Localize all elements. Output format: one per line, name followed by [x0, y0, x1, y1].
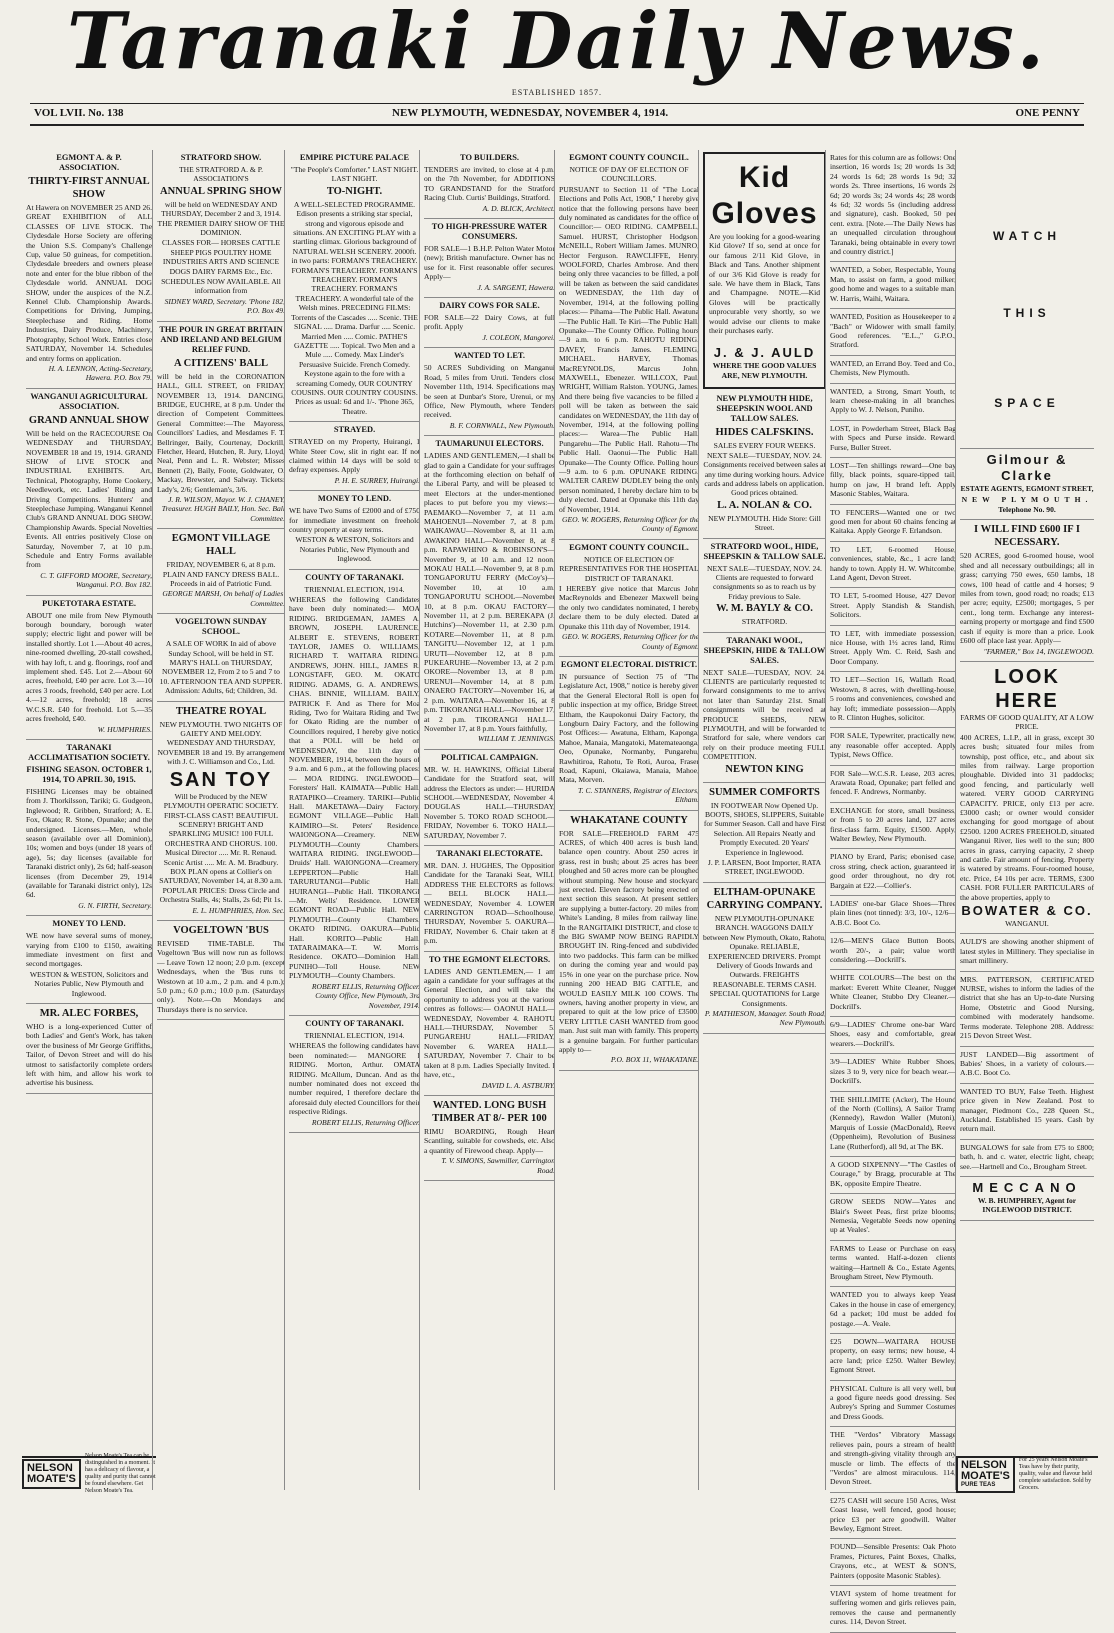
classified-item — [830, 970, 956, 1017]
classified-item — [960, 972, 1094, 1047]
gc-text: ESTATE AGENTS, EGMONT STREET, — [960, 484, 1094, 494]
classified-text: £275 CASH will secure 150 Acres, West Coast lease, well fenced, good house; price £3 per acre goodwill. Walter Bewley, Egmont Street. — [830, 1495, 956, 1533]
ad-body: RIMU BOARDING, Rough Heart Scantling, suitable for cowsheds, etc. Also a quantity of Firewood cheap. Apply— — [424, 1126, 555, 1155]
ad-signature: SIDNEY WARD, Secretary. 'Phone 182, P.O. Box 49. — [164, 296, 285, 316]
classified-item — [830, 1493, 956, 1540]
ad-signature: J. R. WILSON, Mayor. W. J. CHANEY, Treasurer. HUGH BAILY, Hon. Sec. Ball Committee. — [161, 494, 285, 523]
classified-text: TO LET, 6-roomed House, conveniences, stable, &c., 1 acre land; handy to town. Apply H. W. Whitcombe, Land Agent, Devon Street. — [830, 544, 956, 583]
classified-item — [830, 933, 956, 970]
ad-kid-gloves — [703, 152, 826, 389]
ad-title: VOGELTOWN 'BUS — [173, 924, 269, 936]
volume-number: VOL LVII. No. 138 — [34, 107, 124, 119]
ad-body: IN pursuance of Section 75 of "The Legislature Act, 1908," notice is hereby given that the General Electoral Roll is open for public inspection at my office, Bridge Street, Eltham, the Kaupokonui Dairy Factory, the Longburn Dairy Factory, and the following Post Offices:— Awatuna, Eltham, Kaponga, Mahoe, Manaia, Mangatoki, Matemateaonga, Oeo, Opunake, Normanby, Pungarehu, Rawhitiroa, Rahotu, Te Roti, Auroa, Fraser Road, Kapuni, Okaiawa, Manaia, Mahoe, Mata, Morven. — [559, 671, 699, 785]
classified-item — [830, 1157, 956, 1194]
ad-title: TARANAKI WOOL, SHEEPSKIN, HIDE & TALLOW SALES. — [703, 635, 826, 665]
classified-item — [830, 849, 956, 896]
ad-signature: P.O. BOX 11, WHAKATANE. — [610, 1055, 699, 1065]
ad-citizens-ball — [157, 322, 285, 530]
ad-body: STRAYED on my Property, Huirangi, 1 White Steer Cow, slit in right ear. If not claimed within 14 days will be sold to defray expenses. Apply — [289, 437, 420, 475]
ad-nelson-moate-teas — [956, 1456, 1098, 1490]
ad-signature: STRATFORD. — [741, 617, 788, 627]
ad-signature: P. MATHIESON, Manager. South Road, New Plymouth. — [704, 1008, 826, 1028]
classified-text: WANTED TO BUY, False Teeth. Highest price given in New Zealand. Post to manager, Piedmont Co., 228 Queen St., Auckland. Established 15 years. Cash by return mail. — [960, 1086, 1094, 1134]
ad-body: FOR SALE—FREEHOLD FARM 475 ACRES, of which 400 acres is bush land, balance open country. About 250 acres in grass, rest in bush; about 25 acres has been ploughed and 50 acres more can be ploughed without stumping. New house and stockyard just erected. Eleven factory being erected on next section this season. At present settlers are supplying a butter-factory. 20 miles from White's Landing, 8 miles from railway line. In the RANGITAIKI DISTRICT, and close to the BIG SWAMP NOW BEING RAPIDLY BROUGHT IN. Ring-fenced and subdivided into two paddocks. This farm can be milked on during the coming year and would pay 15% in one year on the purchase price. Now running 200 HEAD BIG CATTLE, and WOULD EASILY MILK 100 COWS. The owners, having another property in view, are prepared to quit at the low price of £3500. VERY LITTLE CASH WANTED from good man. Just suit man with family. This property is a genuine bargain. For further particulars apply to— — [559, 828, 699, 1054]
ad-title: EGMONT COUNTY COUNCIL. — [569, 153, 689, 162]
ad-stratford-wool — [703, 539, 826, 633]
ad-vogeltown-bus — [157, 921, 285, 1020]
ad-title: EGMONT ELECTORAL DISTRICT. — [560, 659, 698, 669]
classified-item — [830, 384, 956, 421]
price: ONE PENNY — [1015, 107, 1080, 119]
ad-title: TO HIGH-PRESSURE WATER CONSUMERS. — [431, 222, 548, 242]
ad-egmont-show — [26, 150, 152, 389]
ad-title: TARANAKI ELECTORATE. — [436, 848, 543, 858]
auld-name: J. & J. AULD — [713, 345, 816, 361]
ad-signature: DAVID L. A. ASTBURY. — [481, 1080, 555, 1090]
classified-text: WANTED, a Strong, Smart Youth, to learn cheese-making in all branches. Apply to W. J. Nelson, Puniho. — [830, 386, 956, 415]
classified-text: EXCHANGE for store, small business, or from 5 to 20 acres land, 127 acres first-class farm. Equity, £1500. Apply, Walter Bewley, New Plymouth. — [830, 805, 956, 843]
ad-body: FOR SALE—22 Dairy Cows, at full profit. Apply — [424, 313, 555, 332]
ad-body: will be held on WEDNESDAY AND THURSDAY, December 2 and 3, 1914. THE PREMIER DAIRY SHOW OF THE DOMINION. — [157, 199, 285, 238]
ad-title: NEW PLYMOUTH HIDE, SHEEPSKIN WOOL AND TALLOW SALES. — [716, 394, 813, 424]
classified-item — [830, 1334, 956, 1381]
ad-body: FRIDAY, NOVEMBER 6, at 8 p.m. PLAIN AND FANCY DRESS BALL. Proceeds in aid of Patriotic Fund. — [162, 560, 280, 588]
column-5 — [554, 150, 703, 1490]
ad-signature: P. H. E. SURREY, Huirangi. — [334, 475, 420, 485]
ad-signature: J. COLEON, Mangorei. — [482, 332, 555, 342]
ad-title: TAUMARUNUI ELECTORS. — [435, 439, 544, 449]
classified-item — [830, 766, 956, 803]
column-8 — [955, 150, 1098, 1490]
ad-body: FOR SALE—1 B.H.P. Pelton Water Motor (new); British manufacture. Owner has no use for it. First reasonable offer secures. Apply— — [424, 244, 555, 282]
ad-title: ELTHAM-OPUNAKE CARRYING COMPANY. — [706, 886, 823, 911]
ad-body-2: Will be Produced by the NEW PLYMOUTH OPERATIC SOCIETY. FIRST-CLASS CAST! BEAUTIFUL SCENERY! BRIGHT AND SPARKLING MUSIC! 100 FULL ORCHESTRA AND CHORUS. 100. Musical Director ..... Mr. R. Renaud. Scenic Artist ..... Mr. A. M. Bradbury. BOX PLAN opens at Collier's on SATURDAY, November 14, at 8.30 a.m. POPULAR PRICES: Dress Circle and Orchestra Stalls, 4s; Stalls, 2s 6d; Pit 1s. — [159, 791, 283, 905]
ad-signature: C. T. GIFFORD MOORE, Secretary, Wanganui. P.O. Box 182. — [40, 570, 152, 590]
classified-text: WHITE COLOURS—The best on the market: Everett White Cleaner, Nugget White Cleaner, Stubbo Dry Cleaner.—Dockrill's. — [830, 973, 956, 1011]
classified-text: GROW SEEDS NOW—Yates and Blair's Sweet Peas, first prize blooms; Nemesia, Vegetable Seeds now opening up at Veales'. — [830, 1197, 956, 1235]
ad-stratford-show — [157, 150, 285, 322]
classified-item — [830, 1287, 956, 1334]
ad-body: TENDERS are invited, to close at 4 p.m. on the 7th November, for ADDITIONS TO GRANDSTAND for the Stratford Racing Club. Curtis' Buildings, Stratford. — [424, 165, 555, 203]
ad-title: VOGELTOWN SUNDAY SCHOOL. — [175, 617, 267, 637]
ad-subtitle: HIDES CALFSKINS. — [715, 427, 814, 439]
ad-signature-big: NEWTON KING — [725, 763, 804, 775]
ad-signature: G. N. FIRTH, Secretary. — [78, 900, 152, 910]
newspaper-title: Taranaki Daily News. — [67, 0, 1047, 87]
ad-signature-big: W. M. BAYLY & CO. — [716, 603, 813, 615]
column-3 — [284, 150, 424, 1490]
dateline — [30, 103, 1084, 126]
ad-title: STRATFORD SHOW. — [180, 153, 262, 162]
ad-egmont-village-hall — [157, 529, 285, 614]
ad-body: 50 ACRES Subdividing on Manganui Road, 5 miles from Uruti. Tenders close November 11th, 1914. Specifications may be seen at Dunbar's Store, Urenui, or my Office, New Plymouth, where Tenders received. — [424, 363, 555, 420]
ad-title: DAIRY COWS FOR SALE. — [439, 301, 540, 311]
ad-body: NEW PLYMOUTH-OPUNAKE BRANCH. WAGGONS DAILY between New Plymouth, Okato, Rahotu, Opunake. RELIABLE, EXPERIENCED DRIVERS. Prompt Delivery of Goods Inwards and Outwards. FREIGHTS REASONABLE. TERMS CASH. SPECIAL QUOTATIONS for Large Consignments. — [703, 913, 826, 1008]
place-date: NEW PLYMOUTH, WEDNESDAY, NOVEMBER 4, 1914. — [392, 107, 669, 119]
classified-text: 6/9—LADIES' Chrome one-bar Ward Shoes, easy and comfortable, great wearers.—Dockrill's. — [830, 1020, 956, 1048]
ad-body: Are you looking for a good-wearing Kid Glove? If so, send at once for our famous 2/11 Kid Glove, in Black and Tans. Another shipment of our 3/6 Kid Glove is ready for sale. We have them in Black, Tans and Champagne. NOTE.—Kid Gloves will be practically unprocurable very shortly, so we would advise our clients to make their purchases early. — [709, 232, 820, 336]
classified-item — [830, 1241, 956, 1288]
classified-item — [830, 542, 956, 589]
ad-body: NEW PLYMOUTH. TWO NIGHTS OF GAIETY AND MELODY. WEDNESDAY AND THURSDAY, NOVEMBER 18 and 19. By arrangement with J. C. Williamson and Co., Ltd. — [157, 719, 285, 767]
ad-whakatane-county — [559, 811, 699, 1071]
classified-rates — [830, 150, 956, 262]
ad-body: REVISED TIME-TABLE. The Vogeltown 'Bus will now run as follows:— Leave Town 12 noon; 2.0 p.m. (except Wednesdays, when the 'Bus runs to Westown at 10 a.m., 2 p.m. and 4 p.m.); 5.0 p.m.; 6.0 p.m.; 10.0 p.m. (Saturdays only). Note.—On Mondays and Thursdays there is no service. — [157, 938, 285, 1014]
bowater-name: BOWATER & CO. — [961, 903, 1093, 919]
ad-classes: CLASSES FOR— HORSES CATTLE SHEEP PIGS POULTRY HOME INDUSTRIES ARTS AND SCIENCE DOGS DAIRY FARMS Etc., Etc. — [162, 238, 280, 276]
column-4 — [419, 150, 559, 1490]
watch-word: WATCH — [992, 229, 1062, 243]
classified-text: 3/9—LADIES' White Rubber Shoes, sizes 3 to 9, very nice for beach wear.—Dockrill's. — [830, 1057, 956, 1086]
classified-item — [830, 309, 956, 356]
ad-body: 400 ACRES, L.I.P., all in grass, except 30 acres bush; situated four miles from township, post office, etc., and about six miles from railway. Large proportion ploughable. Divided into 31 paddocks; good fencing, and particularly well watered. VERY GOOD CARRYING CAPACITY. PRICE, only £13 per acre. £3000 cash; or owner would consider exchanging for good mortgage of about £2500. 1200 ACRES FREEHOLD, situated Wanganui River, lies well to the sun; 800 acres in grass, carrying capacity, 2 sheep and cattle. Fair amount of fencing. Property is watered by streams. Four-roomed house, etc. Price, £4 10s per acre. TERMS, £300 CASH. FOR FULLER PARTICULARS of the above properties, apply to — [960, 732, 1094, 902]
ad-title: WANTED TO LET. — [454, 351, 525, 361]
ad-body: Will be held on the RACECOURSE On WEDNESDAY and THURSDAY, NOVEMBER 18 and 19, 1914. GRAND SHOW of LIVE STOCK and INDUSTRIAL EXHIBITS. Art, Technical, Photography, Home Cookery, Needlework, etc. Ladies' Riding and Driving Competitions. Hunters' and Steeplechase Jumping. Wanganui Kennel Club's GRAND ANNUAL DOG SHOW. Championship Awards. Special Novelties Events. All entries positively Close on Saturday, November 7, at 10 p.m. Schedule and Entry Forms available from — [26, 428, 152, 570]
ad-title: COUNTY OF TARANAKI. — [305, 1018, 404, 1028]
classified-item — [830, 1539, 956, 1586]
ad-subtitle: THIRTY-FIRST ANNUAL SHOW — [28, 176, 150, 200]
classified-item — [960, 1084, 1094, 1140]
classified-item — [830, 803, 956, 850]
ad-egmont-electoral-district — [559, 657, 699, 811]
ad-signature: WESTON & WESTON, Solicitors and Notaries Public, New Plymouth and Inglewood. — [295, 535, 414, 564]
nelson-text: For 25 years Nelson Moate's Teas have by their purity, quality, value and flavour held complete satisfaction. Sold by Grocers. — [1018, 1456, 1092, 1491]
nelson-logo-sub: PURE TEAS — [961, 1481, 996, 1488]
classified-text: PHYSICAL Culture is all very well, but a good figure needs good dressing. See Aubrey's Spring and Summer Costumes and Dress Goods. — [830, 1383, 956, 1421]
classified-item — [830, 1054, 956, 1091]
classified-item — [830, 1092, 956, 1157]
rates-text: Rates for this column are as follows: One insertion, 16 words 1s; 20 words 1s 3d; 24 words 1s 6d; 28 words 1s 9d; 32 words 2s. Three insertions, 16 words 2s 6d; 20 words 3s; 24 words 4s; 28 words 4s 6d; 32 words 5s (including address and signature), cash. Booked, 50 per cent. extra. [Note.—The Daily News has an unequalled circulation throughout Taranaki, being obtainable in every town and country district.] — [830, 153, 956, 257]
ad-title: COUNTY OF TARANAKI. — [305, 572, 404, 582]
ad-wanted-to-let — [424, 348, 555, 436]
classified-item — [830, 588, 956, 625]
classified-text: WANTED, Position as Housekeeper to a "Bach" or Widower with small family. Good references. "E.L.," G.P.O., Stratford. — [830, 312, 956, 350]
classified-text: TO LET, with immediate possession, nice House, with 1½ acres land, Rimu Street. Apply Wm. C. Reid, Sash and Door Company. — [830, 628, 956, 666]
ad-body: WHEREAS the following candidates have been nominated:— MANGORE I RIDING. Morton, Arthur. OMATA RIDING. McAllum, Duncan. And as the number nominated does not exceed the number required, I therefore declare the aforesaid duly elected Councillors for their respective Ridings. — [289, 1041, 420, 1117]
ad-title: EGMONT A. & P. ASSOCIATION. — [56, 153, 122, 172]
ad-meccano — [960, 1177, 1094, 1221]
meccano-title: MECCANO — [972, 1179, 1082, 1195]
classified-item — [830, 896, 956, 933]
classified-text: JUST LANDED—Big assortment of Babies' Shoes, in a variety of colours.—A.B.C. Boot Co. — [960, 1049, 1094, 1078]
established-line: ESTABLISHED 1857. — [511, 88, 603, 97]
ad-body: MR. DAN. J. HUGHES, The Opposition Candidate for the Taranaki Seat, WILL ADDRESS THE ELECTORS as follows:— BELL BLOCK HALL—WEDNESDAY, November 4. LOWER CARRINGTON ROAD—Schoolhouse, THURSDAY, November 5. OAKURA—FRIDAY, November 6. Chair taken at 8 p.m. — [424, 860, 555, 946]
ad-body: A SALE OF WORK In aid of above Sunday School, will be held in ST. MARY'S HALL on THURSDAY, NOVEMBER 12, From 2 to 5 and 7 to 10. AFTERNOON TEA AND SUPPER. Admission: Adults, 6d; Children, 3d. — [159, 639, 283, 696]
classified-item — [960, 934, 1094, 971]
classified-text: LOST, in Powderham Street, Black Bag with Specs and Purse inside. Reward. Furse, Buller Street. — [830, 423, 956, 452]
ad-subtitle: FISHING SEASON. OCTOBER 1, 1914, TO APRIL 30, 1915. — [26, 764, 152, 784]
column-6 — [698, 150, 830, 1490]
meccano-signature: W. B. HUMPHREY, Agent for INGLEWOOD DISTRICT. — [977, 1195, 1077, 1215]
ad-headline: A CITIZENS' BALL — [174, 357, 268, 369]
ad-egmont-county-council — [559, 150, 699, 540]
classified-text: PIANO by Erard, Paris; ebonised case, cross string, check action, guaranteed in good order throughout, no dry rot. Bargain at £22.—Collier's. — [830, 852, 956, 890]
ad-body: IN FOOTWEAR Now Opened Up. BOOTS, SHOES, SLIPPERS, Suitable for Summer Season. Call and have First Selection. All Repairs Neatly and Promptly Executed. 20 Years' Experience in Inglewood. — [703, 800, 826, 857]
ad-title: WANTED. LONG BUSH TIMBER AT 8/- PER 100 — [432, 1099, 547, 1124]
space-word: SPACE — [994, 395, 1060, 410]
classified-text: WANTED, an Errand Boy. Teed and Co., Chemists, New Plymouth. — [830, 358, 956, 378]
gc-place: NEW PLYMOUTH. — [961, 494, 1093, 504]
classified-text: VIAVI system of home treatment for suffering women and girls relieves pain, removes the cause and permanently cures. 114, Devon Street. — [830, 1588, 956, 1627]
ad-taranaki-electorate — [424, 846, 555, 952]
classified-item — [830, 421, 956, 458]
classified-text: BUNGALOWS for sale from £75 to £800; bath, h. and c. water, electric light, cheap; see.—Hartnell and Co., Brougham Street. — [960, 1142, 1094, 1171]
ad-title: MONEY TO LEND. — [317, 494, 392, 504]
classified-text: FARMS to Lease or Purchase on easy terms wanted. Half-a-dozen clients waiting—Hartnell & Co., Estate Agents, Brougham Street, New Plymouth. — [830, 1243, 956, 1281]
classified-item — [830, 728, 956, 765]
ad-title: THE POUR IN GREAT BRITAIN AND IRELAND AND BELGIUM RELIEF FUND. — [159, 324, 283, 354]
ad-political-campaign — [424, 750, 555, 846]
gc-phone: Telephone No. 90. — [998, 505, 1056, 515]
ad-subtitle: THE STRATFORD A. & P. ASSOCIATION'S — [179, 165, 263, 184]
column-1 — [22, 150, 156, 1494]
classified-text: WANTED you to always keep Yeast Cakes in the house in case of emergency, 6d a packet; 10d must be added for postage.—A. Veale. — [830, 1290, 956, 1328]
classified-text: A GOOD SIXPENNY—"The Castles of Courage," by Bragg, procurable at The BK, opposite Empire Theatre. — [830, 1159, 956, 1188]
ad-body: MR. W. H. HAWKINS, Official Liberal Candidate for the Stratford seat, will address the Electors as under:— HURIDA SCHOOL—WEDNESDAY, November 4. DOUGLAS HALL—THURSDAY, November 5. TOKO ROAD SCHOOL—FRIDAY, November 6. TOKO HALL—SATURDAY, November 7. — [424, 764, 555, 840]
ad-body: At Hawera on NOVEMBER 25 AND 26. GREAT EXHIBITION of ALL CLASSES OF LIVE STOCK. The Clydesdale Horse Society are offering the Union S.S. Company's Challenge Cup, value 50 guineas, for competition. Clydesdale breeders and owners please note and enter for the blue ribbon of the Clydesdale world. ANNUAL DOG SHOW, under the auspices of the N.Z. Kennel Club. Championship Awards. Competitions for Driving, Jumping, Steeplechase and Riding. Home Industries, Dairy Produce, Machinery, Photography, School Work. Entries close SATURDAY, November 14. Schedules and entry forms on application. — [26, 203, 152, 363]
ad-subtitle: TRIENNIAL ELECTION, 1914. — [304, 584, 405, 594]
ad-body: WHO is a long-experienced Cutter of both Ladies' and Gent's Work, has taken over the business of Mr George Griffiths, Tailor, of Devon Street and will do his utmost to satisfactorily complete orders left with him, and allow his work to advertise his business. — [26, 1022, 152, 1088]
ad-wanganui-show — [26, 389, 152, 596]
ad-signature: "FARMER," Box 14, INGLEWOOD. — [983, 646, 1094, 656]
ad-signature: J. A. SARGENT, Hawera. — [477, 282, 555, 292]
classified-text: £25 DOWN—WAITARA HOUSE property, on easy terms; new house, 4-acre land; price £250. Walter Bewley, Egmont Street. — [830, 1337, 956, 1375]
ad-dairy-cows — [424, 298, 555, 348]
ad-title: THEATRE ROYAL — [175, 705, 267, 717]
ad-hospital-district — [559, 540, 699, 657]
classified-item — [830, 356, 956, 384]
classified-text: TO LET—Section 16, Wallath Road, Westown, 8 acres, with dwelling-house, 5 rooms and conveniences, cowshed and hay loft; immediate possession—Apply to R. Clinton Hughes, solicitor. — [830, 675, 956, 722]
ad-body: A WELL-SELECTED PROGRAMME. Edison presents a striking star special, strong and vigorous episode and situations. AN EXCITING PLAY with a startling climax. Glorious background of NATURAL WELSH SCENERY. 2000ft. in two parts: FORMAN'S TREACHERY. FORMAN'S TREACHERY. FORMAN'S TREACHERY. FORMAN'S TREACHERY. FORMAN'S TREACHERY. A wonderful tale of the Welsh mines. PRECEDING FILMS: Torrents of the Cascades ..... Scenic. THE SIGNAL ..... Drama. Darfur ..... Scenic. Married Men ..... Comic. PATHE'S GAZETTE ..... Topical. Two Men and a Mule ..... Comedy. Max Linder's Persuasive Suicide. French Comedy. Keystone again to the fore with a screaming Comedy, OUR COUNTRY COUSINS. OUR COUNTRY COUSINS. Prices as usual: 6d and 1/-. 'Phone 365, Theatre. — [291, 199, 418, 416]
classified-item — [830, 458, 956, 505]
nelson-logo: NELSON MOATE'S — [22, 1459, 81, 1489]
ad-title: I WILL FIND £600 IF I NECESSARY. — [974, 524, 1080, 549]
nelson-text: Nelson Moate's Tea can be distinguished in a moment. It has a delicacy of flavour, a quality and purity that cannot be found elsewhere. Get Nelson Moate's Tea. — [84, 1453, 156, 1494]
classified-text: THE "Verdos" Vibratory Massage relieves pain, pours a stream of health and strength-giving vitality through any muscle or limb. The effects of the "Verdos" are almost miraculous. 114, Devon Street. — [830, 1430, 956, 1487]
ad-title: PUKETOTARA ESTATE. — [42, 598, 136, 608]
ad-puketotara-estate — [26, 596, 152, 740]
ad-signature: NEW PLYMOUTH. Hide Store: Gill Street. — [708, 513, 821, 533]
ad-farmer — [960, 520, 1094, 661]
ad-signature: W. HUMPHRIES. — [97, 724, 152, 734]
gc-name: Gilmour & Clarke — [986, 452, 1068, 484]
ad-taumarunui-electors — [424, 436, 555, 750]
nelson-logo — [956, 1456, 1015, 1493]
classified-item — [830, 262, 956, 309]
ad-money-to-lend-2 — [289, 491, 420, 569]
classified-item — [830, 1381, 956, 1428]
classified-text: FOUND—Sensible Presents: Oak Photo Frames, Pictures, Paint Boxes, Chalks, Crayons, etc., at WEST & SON'S, Painters (opposite Masonic Stables). — [830, 1542, 956, 1580]
ad-water-motor — [424, 219, 555, 298]
ad-acclimatisation — [26, 740, 152, 916]
auld-text: WHERE THE GOOD VALUES ARE, NEW PLYMOUTH. — [712, 361, 817, 380]
ad-subtitle: GRAND ANNUAL SHOW — [28, 414, 150, 426]
ad-signature: ROBERT ELLIS, Returning Officer. — [311, 1117, 420, 1127]
ad-headline: SAN TOY — [169, 768, 273, 791]
ad-subtitle: NOTICE OF ELECTION OF REPRESENTATIVES FOR THE HOSPITAL DISTRICT OF TARANAKI. — [559, 554, 699, 583]
ad-body: WHEREAS the following Candidates have been duly nominated:— MOA RIDING. BRIDGEMAN, JAMES A. BROWN, JOSEPH. LAURENCE, ALBERT E. STEVENS, ROBERT. TAYLOR, JAMES O. WILLIAMS, RICHARD T. WAITARA RIDING. ANDREWS, JOHN. HILL, JAMES R. LONGSTAFF, GEO. M. OKATO RIDING. ADAMS, G. A. ANDREWS, CHAS. BINNIE, WILLIAM. BAILY, PATRICK F. And as There for Moa Riding, Two for Waitara Riding and Two for Okato Riding are the number of Councillors required, I hereby give notice that a POLL will be held on WEDNESDAY, the 11th day of NOVEMBER, 1914, between the hours of 9 a.m. and 6 p.m., at the following places:— MOA RIDING. INGLEWOOD—Foresters' Hall. KAIMATA—Public Hall. RATAPIKO—Creamery. TARIKI—Public Hall. MAKETAWA—Dairy Factory. EGMONT VILLAGE—Public Hall. KAIMIRO—St. Peters' Residence. WAIONGONA—Creamery. NEW PLYMOUTH—County Chambers. WAITARA RIDING. INGLEWOOD—Druids' Hall. WAIONGONA—Creamery. LEPPERTON—Public Hall. TARURUTANGI—Public Hall. HUIRANGI—Public Hall. TIKORANGI—Mr. Wells' Residence. LOWER EGMONT ROAD—Public Hall. NEW PLYMOUTH—County Chambers. OKATO RIDING. OAKURA—Public Hall. KORITO—Public Hall. TATARAIMAKA—T. W. Morris' Residence. OKATO—Dominion Hall. PUNIHO—Toll House. NEW PLYMOUTH—County Chambers. — [289, 595, 420, 981]
ad-gilmour-clarke — [960, 448, 1094, 520]
classified-text: MRS. PATTERSON, CERTIFICATED NURSE, wishes to inform the ladies of the district that she has an Up-to-date Nursing Home, Obstetric and Good Nursing, combined with moderately handsome. Terms moderate. Telephone 208. Address: 215 Devon Street West. — [960, 974, 1094, 1041]
ad-alec-forbes — [26, 1004, 152, 1094]
ad-nelson-moate-tea — [22, 1453, 156, 1494]
ad-subtitle: FARMS OF GOOD QUALITY, AT A LOW PRICE. — [960, 712, 1094, 732]
ad-money-to-lend — [26, 916, 152, 1004]
classified-text: AULD'S are showing another shipment of latest styles in Millinery. They specialise in smart millinery. — [960, 937, 1094, 966]
ad-body: NEXT SALE—TUESDAY, NOV. 24. CLIENTS are particularly requested to forward consignments to me to arrive not later than Saturday 21st. Small consignments will be received at PRODUCE SHEDS, NEW PLYMOUTH, and will be forwarded to Stratford for sale, where vendors can rely on their produce meeting FULL COMPETITION. — [703, 667, 826, 762]
classified-item — [830, 505, 956, 542]
ad-body: WE have Two Sums of £2000 and of £750 for immediate investment on freehold country property at easy terms. — [289, 506, 420, 534]
ad-look-here — [960, 662, 1094, 935]
classified-text: WANTED, a Sober, Respectable, Young Man, to assist on farm, a good milker, good home and wages to a suitable man. W. Harris, Waihi, Waitara. — [830, 265, 956, 303]
kid-gloves-headline: Kid Gloves — [711, 161, 818, 230]
ad-body: FISHING Licenses may be obtained from J. Thorkilsson, Tariki; G. Gudgeon, Inglewood; R. Gribben, Stratford; A. E. Fox, Okato; R. Stone, Opunake; and the undersigned. Licenses.—Men, whole season (available over all Dominion), 10s; women and boys (under 18 years of age), 5s; day licenses (available for Taranaki district only), 2s 6d; half-season licenses (from December 29, 1914 (available for Taranaki district only), 12s 6d. — [26, 786, 152, 900]
ad-county-taranaki-election-2 — [289, 1016, 420, 1133]
ad-to-builders — [424, 150, 555, 219]
ad-signature: T. C. STANNERS, Registrar of Electors, Eltham. — [577, 785, 699, 805]
ad-theatre-royal — [157, 702, 285, 921]
ad-subtitle: "The People's Comforter." LAST NIGHT. LAST NIGHT. — [290, 165, 419, 184]
ad-body: PURSUANT to Section 11 of "The Local Elections and Polls Act, 1908," I hereby give notice that the following persons have been duly nominated as candidates for the office of Councillor:— OEO RIDING. CAMPBELL, Samuel. HURST, Christopher Hodgson. McNEILL, Robert William James. MUNRO, Hector Ferguson. RAWCLIFFE, Henry. WOOLFORD, Charles Ambrose. And there being only three vacancies to be filled, a poll will be taken as between the said candidates on WEDNESDAY, the 11th day of November, 1914, at the following polling places:— Pihama—The Public Hall. Awatuna—The Public Hall. Te Kiri—The Public Hall. Opunake—The County Office. Polling hours—9 a.m. to 6 p.m. RAHOTU RIDING. DAVEY, Francis James. FLEMING, MICHAEL. HARVEY, Thomas. MacREYNOLDS, Marcus John. MAXWELL, Ebenezer. WILLCOX, Paul. WRIGHT, William Ralston. YOUNG, James. And there being five vacancies to be filled a poll will be taken as between the said candidates on WEDNESDAY, the 11th day of November, 1914, at the following polling places:— Warea—The Public Hall. Pungarehu—The Public Hall. Rahotu—The Public Hall. Oaonui—The Public Hall. Opunake—The County Office. Polling hours—9 a.m. to 6 p.m. OPUNAKE RIDING. WALTER CAREW DUDLEY being the only person nominated, I hereby declare him to be duly elected. Dated at Opunake this 11th day of November, 1914. — [559, 184, 699, 514]
classified-item — [830, 1017, 956, 1054]
ad-signature: E. L. HUMPHRIES, Hon. Sec. — [192, 905, 285, 915]
ad-subtitle: NOTICE OF DAY OF ELECTION OF COUNCILLORS. — [569, 165, 689, 184]
ad-county-taranaki-election — [289, 570, 420, 1016]
ad-signature: A. D. BLICK, Architect. — [482, 203, 555, 213]
ad-body: NEXT SALE—TUESDAY, NOV. 24. Clients are requested to forward consignments so as to reach us by Friday previous to Sale. — [707, 563, 822, 601]
column-2 — [152, 150, 289, 1490]
ad-subtitle: TRIENNIAL ELECTION, 1914. — [304, 1030, 405, 1040]
ad-carrying-company — [703, 883, 826, 1034]
ad-headline-box — [157, 768, 285, 792]
classified-text: TO FENCERS—Wanted one or two good men for about 60 chains fencing at Kaitaka. Apply George F. Erlandson. — [830, 507, 956, 536]
ad-body-2: SCHEDULES NOW AVAILABLE. All information from — [161, 277, 281, 296]
classified-text: THE SHILLIMITE (Acker), The Hound of the North (Collins), A Sailor Tramp (Kennedy), Rawdon Waller (Mutoni), Marquis of Lossie (MacDonald), Reeve (Oppenheim), Revolution of Business Lane (Rutherford), all 9d, at The BK. — [830, 1094, 956, 1151]
ad-taranaki-wool — [703, 633, 826, 783]
ad-vogeltown-sunday-school — [157, 614, 285, 701]
ad-signature: ROBERT ELLIS, Returning Officer. County Office, New Plymouth, 3rd November, 1914. — [311, 981, 420, 1010]
classified-text: FOR SALE, Typewriter, practically new, any reasonable offer accepted. Apply Typist, News Office. — [830, 731, 956, 760]
ad-title: TARANAKI ACCLIMATISATION SOCIETY. — [28, 742, 150, 762]
classified-item — [830, 1586, 956, 1633]
ad-body: 520 ACRES, good 6-roomed house, wool shed and all necessary outbuildings; all in grass; carrying 750 ewes, 650 lambs, 18 cows, 100 head of cattle and 4 horses; 9 miles from town, good road; no roads; £13 per acre; equity, £2500; mortgages, 5 per cent., long term. Exchange any interest-earning property or mortgage and find £500 cash if equity is more than a price. Look £600 off place last year. Apply— — [960, 551, 1094, 646]
column-7-classifieds — [825, 150, 960, 1627]
ad-egmont-electors — [424, 952, 555, 1096]
ad-title: POLITICAL CAMPAIGN. — [440, 752, 539, 762]
ad-signature: J. P. LARSEN, Boot Importer, RATA STREET, INGLEWOOD. — [707, 858, 822, 877]
classified-item — [960, 1047, 1094, 1084]
ad-body: WE now have several sums of money, varying from £100 to £150, awaiting immediate investment on first and second mortgages. — [26, 931, 152, 969]
ad-signature: T. V. SIMONS, Sawmiller, Carrington Road. — [441, 1156, 555, 1175]
classified-text: FOR Sale—W.C.S.R. Lease, 203 acres, Arawata Road, Opunake; part felled and fenced. F. Andrews, Normanby. — [830, 768, 956, 797]
ad-headline: TO-NIGHT. — [326, 185, 383, 197]
classified-text: LADIES' one-bar Glace Shoes—Three plain lines (not tinned): 3/3, 10/-, 12/6—A.B.C. Boot Co. — [830, 899, 956, 927]
ad-strayed — [289, 422, 420, 491]
classified-text: TO LET, 5-roomed House, 427 Devon Street. Apply Standish & Standish, Solicitors. — [830, 591, 956, 620]
ad-headline: ANNUAL SPRING SHOW — [160, 185, 282, 197]
ad-signature: H. A. LENNON, Acting-Secretary, Hawera. P.O. Box 79. — [48, 363, 152, 383]
this-word: THIS — [1003, 306, 1051, 321]
ad-body: LADIES AND GENTLEMEN,— I am again a candidate for your suffrages at the General Election, and will take the opportunity to address you at the various centres as follows:— OAONUI HALL—WEDNESDAY, November 4. RAHOTU HALL—THURSDAY, November 5. PUNGAREHU HALL—FRIDAY, November 6. WAREA HALL—SATURDAY, November 7. Chair to be taken at 8 p.m. Ladies Specially Invited. I have, etc., — [424, 966, 555, 1080]
ad-title: EMPIRE PICTURE PALACE — [299, 153, 410, 162]
bowater-place: WANGANUI. — [1005, 919, 1049, 929]
ad-signature: GEORGE MARSH, On behalf of Ladies' Committee. — [162, 589, 285, 608]
ad-signature-big: L. A. NOLAN & CO. — [717, 499, 812, 511]
ad-hide-sales-np — [703, 391, 826, 538]
nelson-logo-text: NELSON MOATE'S — [961, 1458, 1010, 1482]
ad-title: WHAKATANE COUNTY — [570, 814, 688, 826]
ad-title: LOOK HERE — [994, 665, 1060, 712]
classified-item — [960, 1140, 1094, 1177]
ad-title: SUMMER COMFORTS — [709, 786, 820, 798]
ad-summer-comforts — [703, 783, 826, 883]
ad-title: MR. ALEC FORBES, — [39, 1008, 139, 1020]
ad-title: STRATFORD WOOL, HIDE, SHEEPSKIN & TALLOW SALE. — [703, 541, 826, 561]
ad-empire-picture-palace — [289, 150, 420, 422]
ad-title: EGMONT VILLAGE HALL — [171, 533, 271, 558]
ad-bush-timber — [424, 1096, 555, 1181]
ad-title: TO BUILDERS. — [460, 153, 519, 162]
classified-item — [830, 672, 956, 728]
masthead — [30, 0, 1084, 87]
classified-item — [830, 1194, 956, 1241]
classified-item — [830, 1427, 956, 1492]
ad-title: TO THE EGMONT ELECTORS. — [428, 954, 551, 964]
ad-signature: WESTON & WESTON, Solicitors and Notaries Public, New Plymouth and Inglewood. — [29, 969, 149, 998]
ad-body: ABOUT one mile from New Plymouth borough boundary, borough water supply; electric light and power will be installed shortly. Lot 1.—About 40 acres, nine-roomed dwelling, 20-stall cowshed, with hay loft, t. and g. floorings, roof and implement shed. £45. Lot 2.—About 60 acres, freehold, £40 per acre. Lot 3.—10 acres 3 roods, freehold, £40 per acre. Lot 4.—12 acres, freehold; 18 acres W.C.S.R. £40 for freehold. Lot 5.—35 acres freehold, £40. — [26, 610, 152, 724]
ad-title: MONEY TO LEND. — [52, 919, 126, 929]
ad-signature: WILLIAM T. JENNINGS. — [477, 734, 555, 744]
classified-text: 12/6—MEN'S Glace Button Boots, worth 20/-, a pair; value worth considering.—Dockrill's. — [830, 936, 956, 965]
ad-body: LADIES AND GENTLEMEN,—I shall be glad to gain a Candidate for your suffrages at the forthcoming election on behalf of the Liberal Party, and will be pleased to meet Electors at the under-mentioned places to put before you my views:— PAEMAKO—November 7, at 11 a.m. MAHOENUI—November 7, at 8 p.m. WAIKAWAU—November 8, at 11 a.m. AWAKINO HALL—November 8, at 8 p.m. RAPAWHINO & ROBINSON'S—November 9, at 10 a.m. and 12 noon. MOKAU HALL—November 9, at 8 p.m. TONGAPORUTU FERRY (McCoy's)—November 10, at 10 a.m. TONGAPORUTU SCHOOL—November 10, at 8 p.m. OKAU FACTORY—November 11, at 2 p.m. BEREKAPA (J. Hutchins')—November 11, at 2.30 p.m. KOTARE—November 11, at 8 p.m. TANGITU—November 12, at 1 p.m. URUTI—November 12, at 8 p.m. PUKEARUHE—November 13, at 2 p.m. OKORE—November 13, at 8 p.m. URENUI—November 14, at 8 p.m. ONAERO FACTORY—November 16, at 2 p.m. WAITARA—November 16, at 8 p.m. TIKORANGI HALL—November 17, at 2 p.m. TIKORANGI HALL—November 17, at 8 p.m. Yours faithfully, — [424, 451, 555, 733]
ad-signature: GEO. W. ROGERS, Returning Officer for the County of Egmont. — [561, 515, 699, 534]
classified-item — [830, 626, 956, 673]
ad-signature: B. F. CORNWALL, New Plymouth. — [449, 420, 555, 430]
ad-body: will be held in the CORONATION HALL, GILL STREET, on FRIDAY, NOVEMBER 13, 1914. DANCING, BRIDGE, EUCHRE, at 8 p.m. Under the direction of Competent Committees. General Committee:—The Mayoress, Councillors' Ladies, and Mesdames F. T. Bellringer, Baily, Courtenay, Dockrill, Fletcher, Heard, Hutchen, R. Jury, Lloyd, Neal, Penn and L. R. Webster; Misses Bennett (2), Baily, Foote, Goldwater, O. Mackay, Brewster, and Salway. Tickets: Lady's, 2/6; Gentleman's, 3/6. — [157, 371, 285, 494]
ad-body: SALES EVERY FOUR WEEKS. NEXT SALE—TUESDAY, NOV. 24. Consignments received between sales at any time during working hours. Advice cards and address labels on application. Good prices obtained. — [703, 441, 826, 498]
ad-body: I HEREBY give notice that Marcus John MacReynolds and Ebenezer Maxwell being the only two candidates nominated, I hereby declare them to be duly elected. Dated at Opunake this 11th day of November, 1914. — [559, 584, 699, 631]
classified-text: LOST—Ten shillings reward—One bay filly, black points, square-tipped tail, hump on jaw, H brand left. Apply Masonic Stables, Waitara. — [830, 460, 956, 499]
ad-title: WANGANUI AGRICULTURAL ASSOCIATION. — [30, 391, 148, 411]
ad-title: EGMONT COUNTY COUNCIL. — [569, 542, 689, 552]
ad-title: STRAYED. — [333, 425, 376, 435]
ad-signature: GEO. W. ROGERS, Returning Officer for the County of Egmont. — [561, 632, 699, 651]
